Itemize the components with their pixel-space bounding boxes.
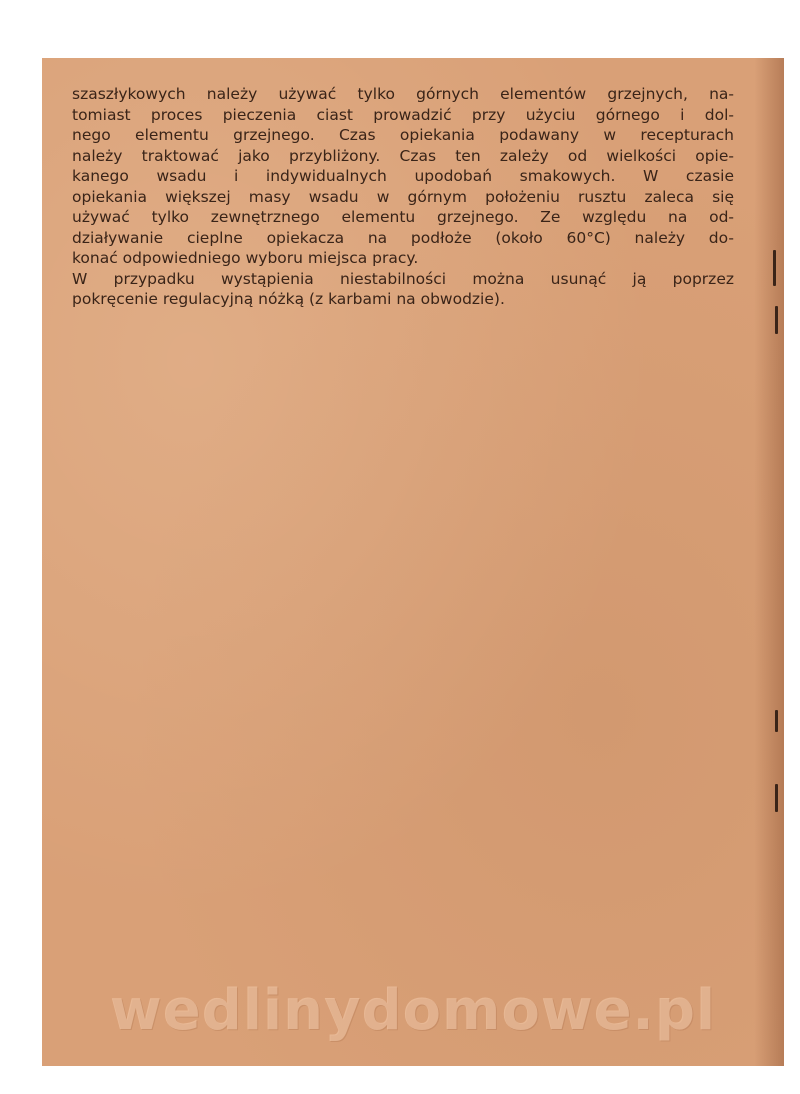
watermark: wedlinydomowe.pl bbox=[109, 978, 717, 1043]
text-line: kanego wsadu i indywidualnych upodobań smakowych. W czasie bbox=[72, 167, 734, 185]
text-line: działywanie cieplne opiekacza na podłoże (około 60°C) należy do- bbox=[72, 228, 734, 247]
binding-mark bbox=[773, 250, 776, 286]
binding-mark bbox=[775, 306, 778, 334]
body-paragraph bbox=[72, 84, 734, 310]
text-line: nego elementu grzejnego. Czas opiekania podawany w recepturach bbox=[72, 126, 734, 144]
text-line: tomiast proces pieczenia ciast prowadzić przy użyciu górnego i dol- bbox=[72, 105, 734, 124]
paper-sheet bbox=[42, 58, 784, 1066]
text-line: pokręcenie regulacyjną nóżką (z karbami na obwodzie). bbox=[72, 290, 505, 308]
text-line: używać tylko zewnętrznego elementu grzejnego. Ze względu na od- bbox=[72, 208, 734, 226]
text-line: W przypadku wystąpienia niestabilności można usunąć ją poprzez bbox=[72, 269, 734, 288]
binding-mark bbox=[775, 784, 778, 812]
text-line: należy traktować jako przybliżony. Czas ten zależy od wielkości opie- bbox=[72, 146, 734, 165]
text-line: konać odpowiedniego wyboru miejsca pracy. bbox=[72, 249, 419, 267]
text-line: opiekania większej masy wsadu w górnym położeniu rusztu zaleca się bbox=[72, 187, 734, 206]
text-line: szaszłykowych należy używać tylko górnych elementów grzejnych, na- bbox=[72, 85, 734, 103]
binding-mark bbox=[775, 710, 778, 732]
